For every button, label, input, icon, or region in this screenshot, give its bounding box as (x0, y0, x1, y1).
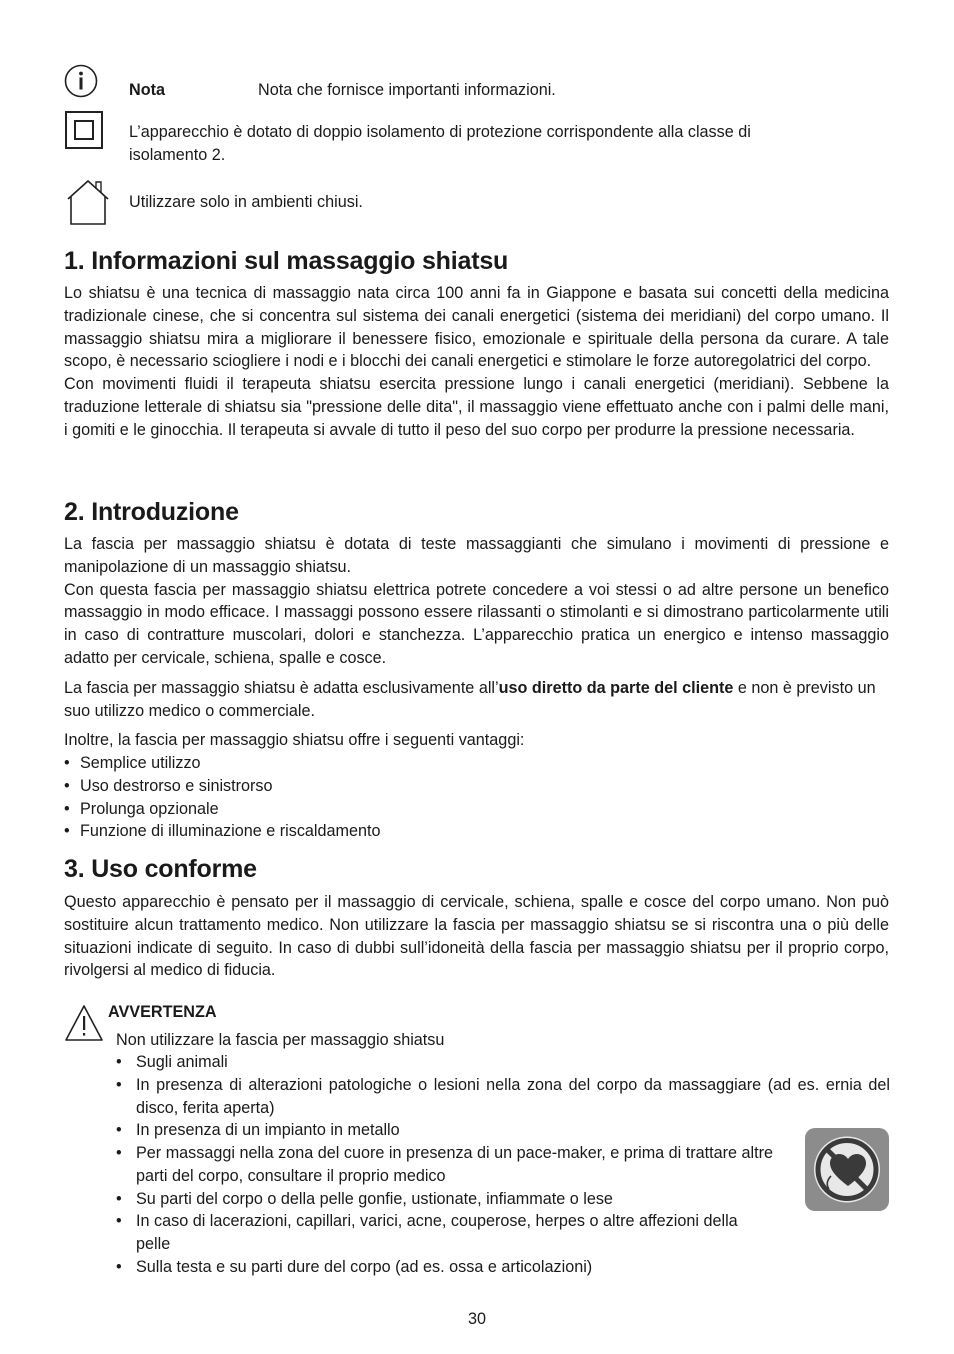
warning-title: AVVERTENZA (108, 1003, 217, 1021)
section-2-body (64, 533, 889, 670)
info-icon (64, 64, 98, 98)
list-item: • In presenza di un impianto in metallo (116, 1119, 890, 1142)
class2-text: L’apparecchio è dotato di doppio isolamento di protezione corrispondente alla classe di isolamento 2. (129, 123, 751, 164)
note-label: Nota (129, 81, 165, 99)
list-item: • Semplice utilizzo (64, 752, 381, 775)
section-2-p3-end: e non è previsto un suo utilizzo medico o commerciale. (64, 679, 876, 720)
section-2-p3-start: La fascia per massaggio shiatsu è adatta esclusivamente all’ (64, 679, 499, 697)
section-2-paragraph-2: Con questa fascia per massaggio shiatsu elettrica potrete concedere a voi stessi o ad altre persone un benefico massaggio in modo efficace. I massaggi possono essere rilassanti o stimolanti e si dimostrano particolarmente utili in caso di contratture muscolari, dolori e stanchezza. L’apparecchio pratica un energico e intenso massaggio adatto per cervicale, schiena, spalle e cosce. (64, 580, 889, 667)
list-item: • Prolunga opzionale (64, 798, 381, 821)
section-1-title: 1. Informazioni sul massaggio shiatsu (64, 247, 509, 275)
page-number: 30 (467, 1310, 486, 1328)
section-2-paragraph-1: La fascia per massaggio shiatsu è dotata di teste massaggianti che simulano i movimenti di pressione e manipolazione di un massaggio shiatsu. (64, 535, 889, 576)
warning-triangle-icon (64, 1004, 104, 1042)
warning-list-bottom (116, 1142, 776, 1279)
list-item: • Sugli animali (116, 1051, 890, 1074)
double-insulation-icon (65, 111, 103, 149)
no-pacemaker-icon (805, 1128, 889, 1211)
list-item: • In caso di lacerazioni, capillari, varici, acne, couperose, herpes o altre affezioni della pelle (116, 1210, 776, 1256)
section-1-paragraph-1: Lo shiatsu è una tecnica di massaggio nata circa 100 anni fa in Giappone e basata sui concetti della medicina tradizionale cinese, che si concentra sul sistema dei canali energetici (sistema dei meridiani) del corpo umano. Il massaggio shiatsu mira a migliorare il benessere fisico, emozionale e spirituale della persona da curare. A tale scopo, è necessario sciogliere i nodi e i blocchi dei canali energetici e stimolare le forze autoregolatrici del corpo. (64, 284, 889, 371)
house-icon (64, 179, 112, 227)
section-1-paragraph-2: Con movimenti fluidi il terapeuta shiatsu esercita pressione lungo i canali energetici (meridiani). Sebbene la traduzione letterale di shiatsu sia "pressione delle dita", il massaggio viene effettuato anche con i palmi delle mani, i gomiti e le ginocchia. Il terapeuta si avvale di tutto il peso del suo corpo per produrre la pressione necessaria. (64, 375, 889, 439)
section-3-title: 3. Uso conforme (64, 855, 257, 883)
section-2-paragraph-3 (64, 677, 889, 723)
list-item: • Uso destrorso e sinistrorso (64, 775, 381, 798)
list-item: • Su parti del corpo o della pelle gonfie, ustionate, infiammate o lese (116, 1188, 776, 1211)
warning-list-top (116, 1051, 890, 1142)
section-3-paragraph: Questo apparecchio è pensato per il massaggio di cervicale, schiena, spalle e cosce del corpo umano. Non può sostituire alcun trattamento medico. Non utilizzare la fascia per massaggio shiatsu se si riscontra una o più delle situazioni indicate di seguito. In caso di dubbi sull’idoneità della fascia per massaggio shiatsu per il proprio corpo, rivolgersi al medico di fiducia. (64, 893, 889, 980)
list-item: • In presenza di alterazioni patologiche o lesioni nella zona del corpo da massaggiare (ad es. ernia del disco, ferita aperta) (116, 1074, 890, 1120)
list-item: • Funzione di illuminazione e riscaldamento (64, 820, 381, 843)
section-2-title: 2. Introduzione (64, 498, 239, 526)
advantages-list (64, 752, 381, 843)
section-2-paragraph-4: Inoltre, la fascia per massaggio shiatsu offre i seguenti vantaggi: (64, 731, 525, 749)
warning-intro: Non utilizzare la fascia per massaggio shiatsu (116, 1031, 445, 1049)
list-item: • Per massaggi nella zona del cuore in presenza di un pace-maker, e prima di trattare altre parti del corpo, consultare il proprio medico (116, 1142, 776, 1188)
list-item: • Sulla testa e su parti dure del corpo (ad es. ossa e articolazioni) (116, 1256, 776, 1279)
indoor-text: Utilizzare solo in ambienti chiusi. (129, 193, 363, 211)
note-text: Nota che fornisce importanti informazioni. (258, 81, 556, 99)
section-2-p3-bold: uso diretto da parte del cliente (498, 679, 734, 697)
section-1-body (64, 282, 889, 442)
